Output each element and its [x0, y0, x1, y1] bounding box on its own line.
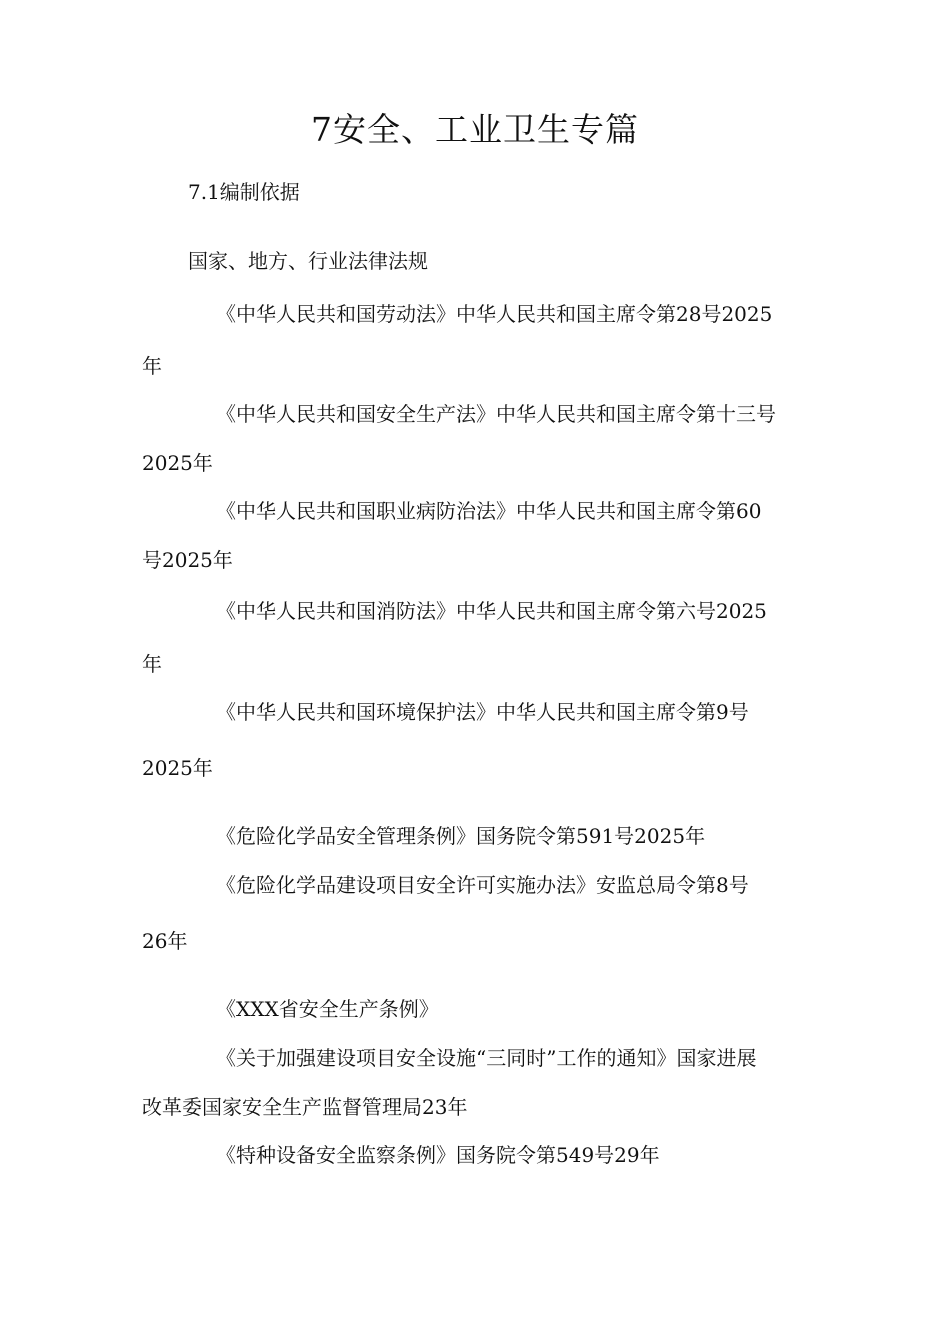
regulation-item-line2: 改革委国家安全生产监督管理局23年 [142, 1095, 468, 1119]
regulation-item-line2: 2025年 [142, 451, 213, 475]
regulation-item-line2: 2025年 [142, 756, 213, 780]
regulation-item-line2: 年 [142, 652, 162, 676]
regulation-item-line1: 《中华人民共和国消防法》中华人民共和国主席令第六号2025 [216, 599, 767, 623]
regulation-item-line1: 《中华人民共和国职业病防治法》中华人民共和国主席令第60 [216, 499, 762, 523]
section-heading: 7.1编制依据 [188, 180, 300, 204]
regulation-item-line2: 26年 [142, 929, 188, 953]
regulation-item-line1: 《危险化学品安全管理条例》国务院令第591号2025年 [216, 824, 706, 848]
regulation-item-line1: 《危险化学品建设项目安全许可实施办法》安监总局令第8号 [216, 873, 749, 897]
regulation-item-line1: 《关于加强建设项目安全设施“三同时”工作的通知》国家进展 [216, 1046, 757, 1070]
regulation-item-line1: 《中华人民共和国安全生产法》中华人民共和国主席令第十三号 [216, 402, 776, 426]
regulation-item-line1: 《特种设备安全监察条例》国务院令第549号29年 [216, 1143, 660, 1167]
regulation-item-line1: 《中华人民共和国环境保护法》中华人民共和国主席令第9号 [216, 700, 749, 724]
regulation-item-line1: 《中华人民共和国劳动法》中华人民共和国主席令第28号2025 [216, 302, 773, 326]
regulation-item-line1: 《XXX省安全生产条例》 [216, 997, 439, 1021]
regulation-item-line2: 号2025年 [142, 548, 233, 572]
regulation-item-line2: 年 [142, 354, 162, 378]
subsection-heading: 国家、地方、行业法律法规 [188, 249, 428, 273]
page-title: 7安全、工业卫生专篇 [311, 110, 639, 149]
